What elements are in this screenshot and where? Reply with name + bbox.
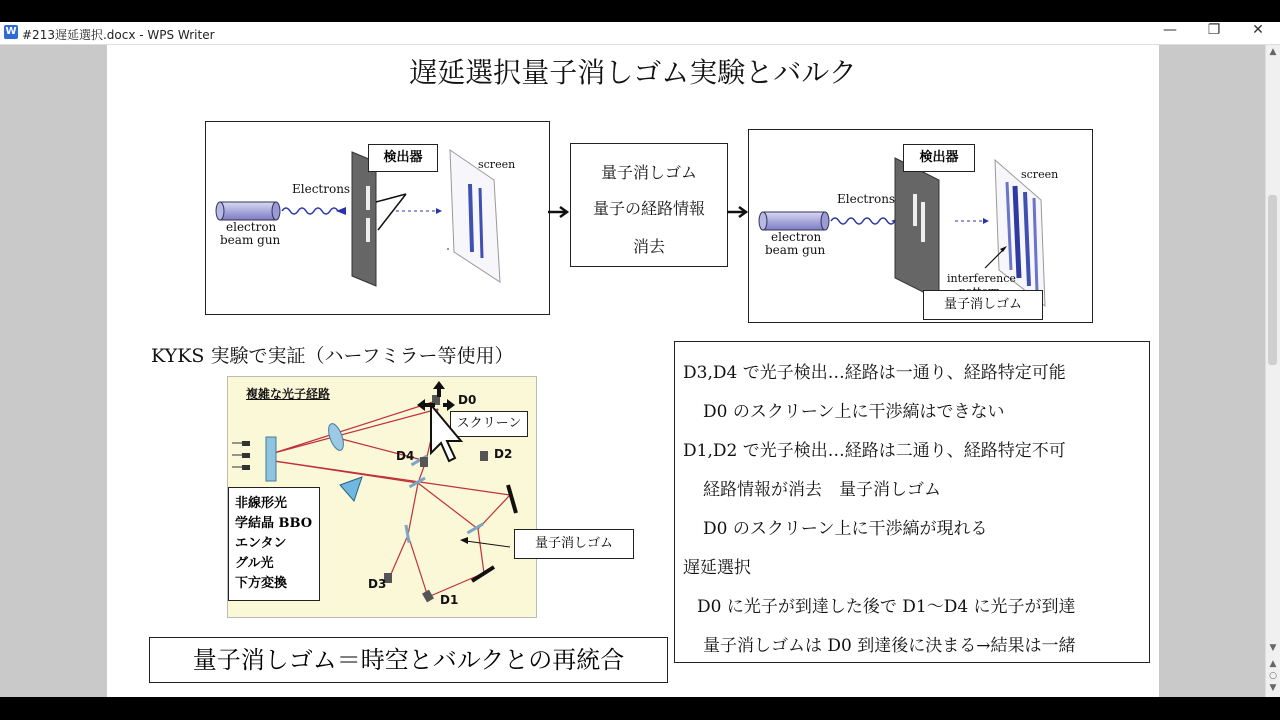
- crystal-line5: 下方変換: [235, 576, 288, 591]
- double-slit-diagram: [205, 121, 550, 315]
- bbo-crystal-icon: [266, 437, 276, 481]
- electron-gun-icon: [216, 202, 280, 220]
- explanation-box: [674, 341, 1150, 663]
- kyks-heading: KYKS 実験で実証（ハーフミラー等使用）: [151, 345, 514, 367]
- d2-label: D2: [494, 447, 513, 461]
- explanation-line-3: D1,D2 で光子検出…経路は二通り、経路特定不可: [683, 441, 1066, 461]
- electrons-label: Electrons: [292, 182, 351, 196]
- eraser-callout: 量子消しゴム: [514, 529, 634, 559]
- kyks-experiment-diagram: [227, 376, 613, 618]
- prev-page-icon[interactable]: ▲: [1269, 659, 1277, 669]
- detector-label: 検出器: [368, 144, 438, 172]
- slit-barrier-icon-2: [895, 158, 939, 300]
- d4-label: D4: [396, 449, 415, 463]
- window-titlebar: [0, 22, 1280, 45]
- bottom-letterbox: [0, 697, 1280, 720]
- document-page[interactable]: [107, 45, 1159, 697]
- d1-label: D1: [440, 593, 459, 607]
- gun-label-line1: electron: [226, 220, 277, 234]
- bbo-crystal-callout: [228, 487, 320, 601]
- interference-label: interference: [947, 272, 1016, 285]
- explanation-line-5: D0 のスクリーン上に干渉縞が現れる: [703, 519, 988, 539]
- scroll-down-icon[interactable]: ▼: [1269, 643, 1277, 653]
- scroll-thumb[interactable]: [1268, 195, 1277, 365]
- eraser-box-line1: 量子消しゴム: [600, 163, 697, 182]
- eraser-box-line3: 消去: [632, 237, 665, 256]
- prism-icon: [340, 477, 362, 501]
- electron-wave-icon: [282, 208, 338, 214]
- screen-label: screen: [478, 158, 516, 171]
- explanation-line-8: 量子消しゴムは D0 到達後に決まる→結果は一緒: [703, 636, 1076, 656]
- arrow-right-icon: [548, 205, 572, 219]
- explanation-line-6: 遅延選択: [683, 558, 751, 578]
- explanation-line-1: D3,D4 で光子検出…経路は一通り、経路特定可能: [683, 363, 1066, 383]
- explanation-line-7: D0 に光子が到達した後で D1～D4 に光子が到達: [697, 597, 1076, 617]
- d0-label: D0: [458, 393, 477, 407]
- eraser-label: 量子消しゴム: [923, 290, 1043, 320]
- interference-diagram: [748, 129, 1093, 323]
- gun-label-2-line2: beam gun: [765, 243, 826, 257]
- mouse-cursor-icon: [409, 381, 469, 465]
- slit-barrier-icon: [352, 152, 376, 286]
- screen-callout: スクリーン: [450, 411, 528, 437]
- next-page-icon[interactable]: ▼: [1269, 683, 1277, 693]
- bottom-statement: 量子消しゴム＝時空とバルクとの再統合: [149, 637, 668, 683]
- crystal-line4: グル光: [235, 556, 274, 571]
- minimize-button[interactable]: —: [1163, 22, 1177, 38]
- vertical-scrollbar[interactable]: [1265, 45, 1280, 697]
- d3-label: D3: [368, 577, 387, 591]
- electron-gun-icon-2: [759, 212, 829, 230]
- crystal-line2: 学結晶 BBO: [235, 516, 313, 531]
- document-workspace: [0, 45, 1280, 697]
- restore-button[interactable]: ❐: [1207, 22, 1221, 38]
- wps-writer-icon: W: [5, 26, 17, 37]
- scroll-up-icon[interactable]: ▲: [1269, 47, 1277, 57]
- quantum-eraser-box: [570, 143, 728, 267]
- document-title: 遅延選択量子消しゴム実験とバルク: [409, 56, 857, 89]
- gun-label-2-line1: electron: [771, 230, 822, 244]
- detector-label-2: 検出器: [903, 144, 975, 172]
- explanation-line-2: D0 のスクリーン上に干渉縞はできない: [703, 402, 1005, 422]
- electrons-label-2: Electrons: [837, 192, 896, 206]
- lens-icon: [326, 422, 347, 452]
- gun-label-line2: beam gun: [220, 233, 281, 247]
- screen-label-2: screen: [1021, 168, 1059, 181]
- close-button[interactable]: ✕: [1252, 22, 1264, 38]
- explanation-line-4: 経路情報が消去 量子消しゴム: [703, 480, 941, 500]
- select-browse-icon[interactable]: ○: [1269, 671, 1277, 681]
- crystal-line1: 非線形光: [235, 496, 288, 511]
- kyks-diagram-title: 複雑な光子経路: [246, 387, 331, 401]
- detector-d2-icon: [480, 451, 488, 461]
- crystal-line3: エンタン: [235, 536, 287, 551]
- detector-d1-icon: [422, 590, 434, 603]
- eraser-box-line2: 量子の経路情報: [592, 199, 705, 218]
- window-title: #213遅延選択.docx - WPS Writer: [22, 28, 215, 42]
